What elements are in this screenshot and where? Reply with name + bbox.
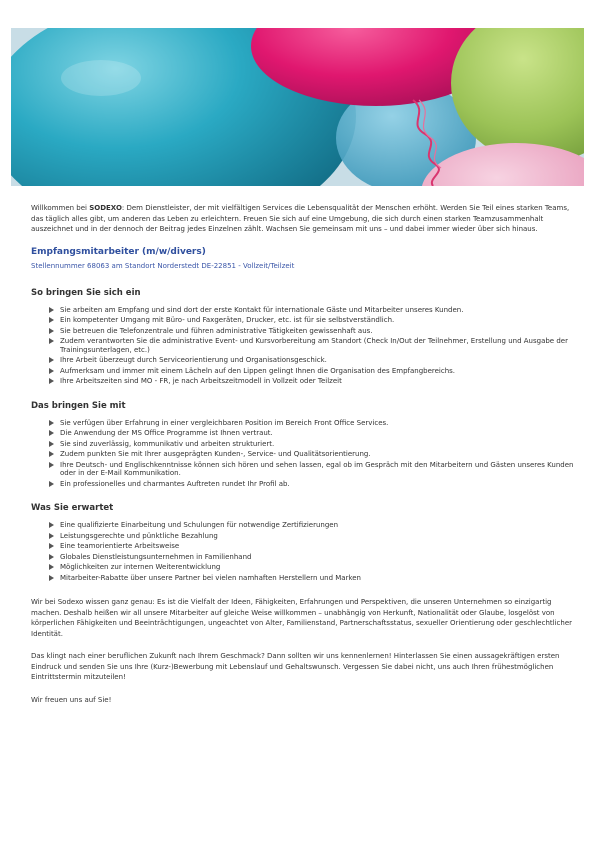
- sign-off-text: Wir freuen uns auf Sie!: [31, 695, 112, 704]
- list-item: Ein kompetenter Umgang mit Büro- und Faxgeräten, Drucker, etc. ist für sie selbstverständlich.: [49, 316, 576, 325]
- list-item: Aufmerksam und immer mit einem Lächeln auf den Lippen gelingt Ihnen die Organisation des Empfangbereichs.: [49, 367, 576, 376]
- intro-text-start: Willkommen bei: [31, 204, 90, 212]
- list-item: Sie verfügen über Erfahrung in einer vergleichbaren Position im Bereich Front Office Services.: [49, 419, 576, 428]
- hero-balloons-image: [11, 28, 584, 186]
- list-item: Sie sind zuverlässig, kommunikativ und arbeiten strukturiert.: [49, 440, 576, 449]
- requirements-list: [31, 419, 576, 489]
- list-item: Ihre Deutsch- und Englischkenntnisse können sich hören und sehen lassen, egal ob im Gespräch mit den Mitarbeitern und Gästen unseres Kunden oder in der E-Mail Kommunikation.: [49, 461, 576, 478]
- list-item: Ihre Arbeitszeiten sind MO - FR, je nach Arbeitszeitmodell in Vollzeit oder Teilzeit: [49, 377, 576, 386]
- job-reference-line: Stellennummer 68063 am Standort Norderstedt DE-22851 - Vollzeit/Teilzeit: [31, 261, 295, 270]
- diversity-paragraph: Wir bei Sodexo wissen ganz genau: Es ist die Vielfalt der Ideen, Fähigkeiten, Erfahrungen und Perspektiven, die unseren Unternehmen so einzigartig machen. Deshalb heißen wir all unsere Mitarbeiter auf gleiche Weise willkommen – unabhängig von Herkunft, Nationalität oder Glaube, losgelöst von körperlichen Fähigkeiten und Beeinträchtigungen, ungeachtet von Alter, Familienstand, Partnerschaftsstatus, sexueller Orientierung oder geschlechtlicher Identität.: [31, 598, 572, 638]
- section-heading-tasks: So bringen Sie sich ein: [31, 287, 141, 298]
- list-item: Die Anwendung der MS Office Programme ist Ihnen vertraut.: [49, 429, 576, 438]
- list-item: Eine qualifizierte Einarbeitung und Schulungen für notwendige Zertifizierungen: [49, 521, 576, 530]
- list-item: Möglichkeiten zur internen Weiterentwicklung: [49, 563, 576, 572]
- list-item: Ein professionelles und charmantes Auftreten rundet Ihr Profil ab.: [49, 480, 576, 489]
- list-item: Globales Dienstleistungsunternehmen in Familienhand: [49, 553, 576, 562]
- brand-name: SODEXO: [89, 204, 122, 212]
- section-heading-requirements: Das bringen Sie mit: [31, 400, 126, 411]
- list-item: Sie betreuen die Telefonzentrale und führen administrative Tätigkeiten gewissenhaft aus.: [49, 327, 576, 336]
- intro-paragraph: [31, 203, 576, 235]
- call-to-action-paragraph: Das klingt nach einer beruflichen Zukunft nach Ihrem Geschmack? Dann sollten wir uns kennenlernen! Hinterlassen Sie einen aussagekräftigen ersten Eindruck und senden Sie uns Ihre (Kurz-)Bewerbung mit Lebenslauf und Gehaltswunsch. Vergessen Sie dabei nicht, uns auch Ihren frühestmöglichen Eintrittstermin mitzuteilen!: [31, 652, 560, 681]
- job-posting-content: [31, 203, 576, 717]
- list-item: Eine teamorientierte Arbeitsweise: [49, 542, 576, 551]
- balloons-illustration: [11, 28, 584, 186]
- list-item: Sie arbeiten am Empfang und sind dort der erste Kontakt für internationale Gäste und Mitarbeiter unseres Kunden.: [49, 306, 576, 315]
- list-item: Mitarbeiter-Rabatte über unsere Partner bei vielen namhaften Herstellern und Marken: [49, 574, 576, 583]
- list-item: Ihre Arbeit überzeugt durch Serviceorientierung und Organisationsgeschick.: [49, 356, 576, 365]
- list-item: Leistungsgerechte und pünktliche Bezahlung: [49, 532, 576, 541]
- benefits-list: [31, 521, 576, 582]
- tasks-list: [31, 306, 576, 386]
- list-item: Zudem verantworten Sie die administrative Event- und Kursvorbereitung am Standort (Check In/Out der Teilnehmer, Erstellung und Ausgabe der Trainingsunterlagen, etc.): [49, 337, 576, 354]
- intro-text-rest: : Dem Dienstleister, der mit vielfältigen Services die Lebensqualität der Menschen erhöht. Werden Sie Teil eines starken Teams, das täglich alles gibt, um anderen das Leben zu erleichtern. Freuen Sie sich auf eine Umgebung, die sich durch einen starken Teamzusammenhalt auszeichnet und in der dennoch der Beitrag jedes Einzelnen zählt. Wachsen Sie gemeinsam mit uns – und dabei immer wieder über sich hinaus.: [31, 204, 570, 233]
- section-heading-benefits: Was Sie erwartet: [31, 503, 114, 513]
- job-title: Empfangsmitarbeiter (m/w/divers): [31, 246, 206, 257]
- list-item: Zudem punkten Sie mit Ihrer ausgeprägten Kunden-, Service- und Qualitätsorientierung.: [49, 450, 576, 459]
